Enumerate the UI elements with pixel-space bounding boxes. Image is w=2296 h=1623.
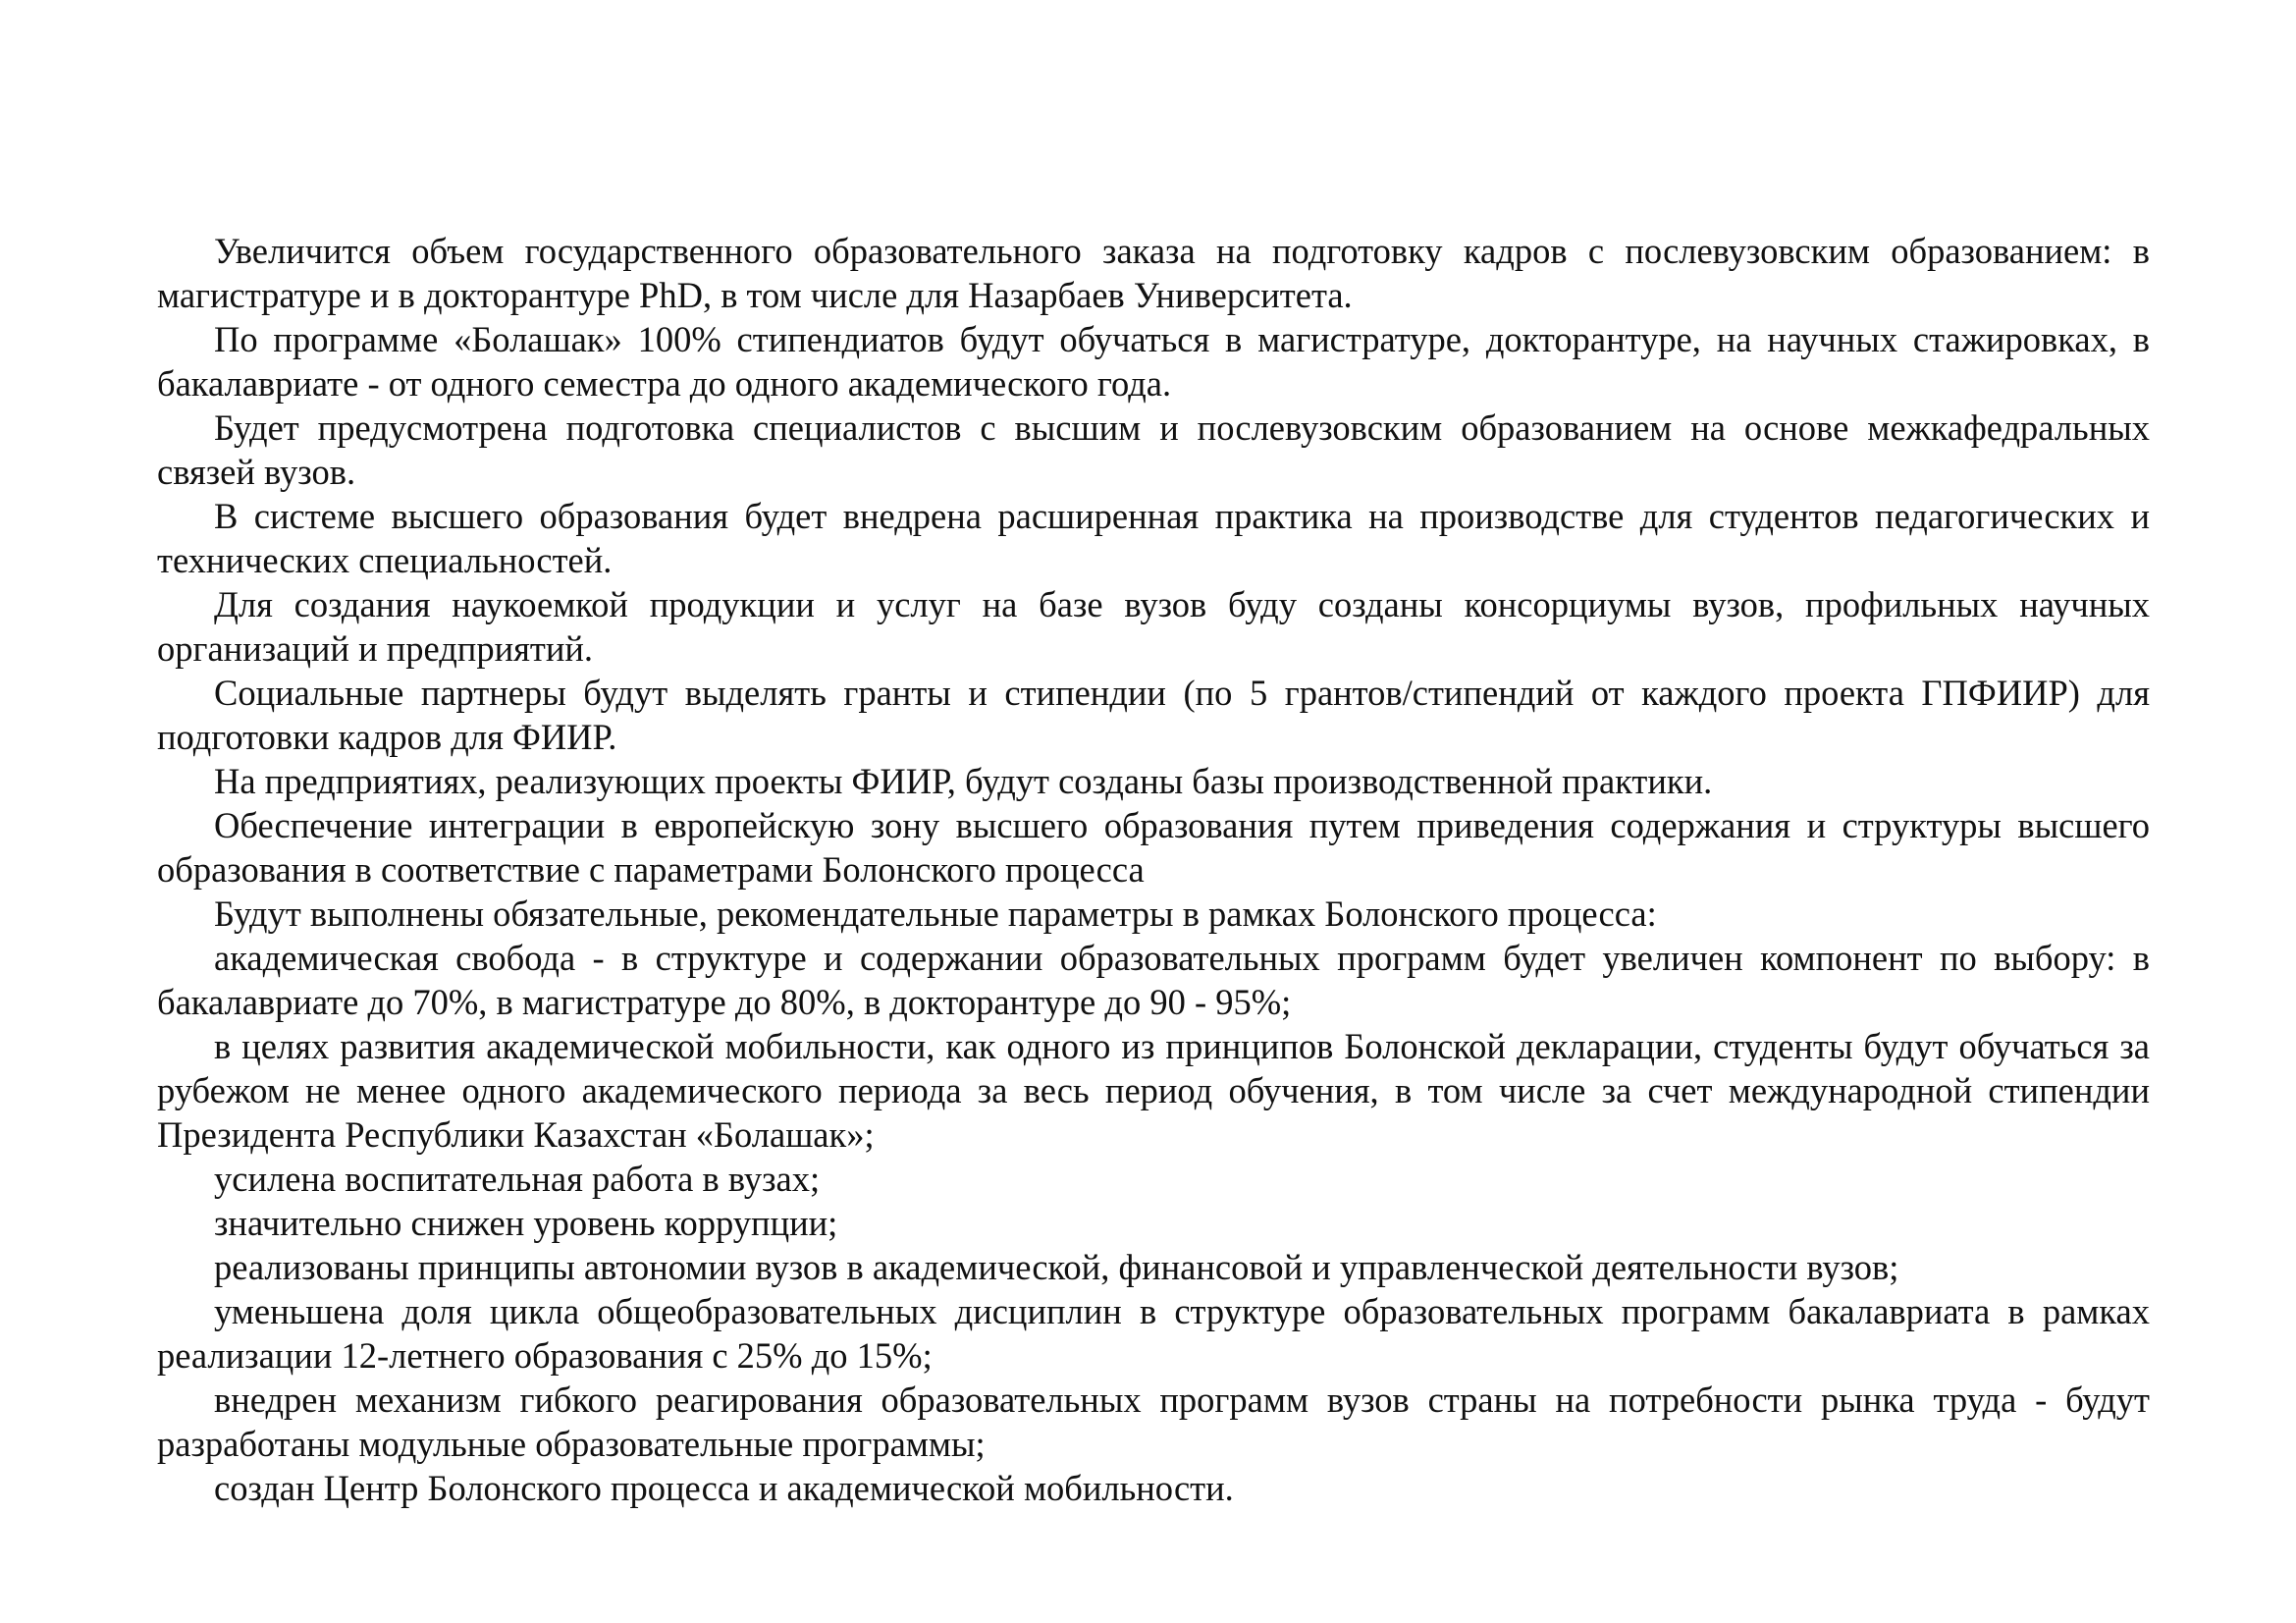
paragraph-2: По программе «Болашак» 100% стипендиатов будут обучаться в магистратуре, докторантуре, на научных стажировках, в бакалавриате - от одного семестра до одного академического года. <box>157 319 2150 404</box>
paragraph-5: Для создания наукоемкой продукции и услуг на базе вузов буду созданы консорциумы вузов, профильных научных организаций и предприятий. <box>157 584 2150 669</box>
paragraph-9: Будут выполнены обязательные, рекомендательные параметры в рамках Болонского процесса: <box>214 893 1657 934</box>
paragraph-15: уменьшена доля цикла общеобразовательных дисциплин в структуре образовательных программ бакалавриата в рамках реализации 12-летнего образования с 25% до 15%; <box>157 1291 2150 1376</box>
paragraph-4: В системе высшего образования будет внедрена расширенная практика на производстве для студентов педагогических и технических специальностей. <box>157 496 2150 580</box>
paragraph-3: Будет предусмотрена подготовка специалистов с высшим и послевузовским образованием на основе межкафедральных связей вузов. <box>157 407 2150 492</box>
paragraph-10: академическая свобода - в структуре и содержании образовательных программ будет увеличен компонент по выбору: в бакалавриате до 70%, в магистратуре до 80%, в докторантуре до 90 - 95%; <box>157 938 2150 1022</box>
paragraph-16: внедрен механизм гибкого реагирования образовательных программ вузов страны на потребности рынка труда - будут разработаны модульные образовательные программы; <box>157 1380 2150 1464</box>
paragraph-8: Обеспечение интеграции в европейскую зону высшего образования путем приведения содержания и структуры высшего образования в соответствие с параметрами Болонского процесса <box>157 805 2150 890</box>
paragraph-17: создан Центр Болонского процесса и академической мобильности. <box>214 1468 1234 1508</box>
paragraph-14: реализованы принципы автономии вузов в академической, финансовой и управленческой деятельности вузов; <box>214 1247 1899 1287</box>
paragraph-13: значительно снижен уровень коррупции; <box>214 1203 838 1243</box>
document-body <box>157 229 2150 1510</box>
paragraph-6: Социальные партнеры будут выделять гранты и стипендии (по 5 грантов/стипендий от каждого проекта ГПФИИР) для подготовки кадров для ФИИР. <box>157 673 2150 757</box>
paragraph-12: усилена воспитательная работа в вузах; <box>214 1159 821 1199</box>
paragraph-1: Увеличится объем государственного образовательного заказа на подготовку кадров с послевузовским образованием: в магистратуре и в докторантуре PhD, в том числе для Назарбаев Университета. <box>157 231 2150 315</box>
paragraph-7: На предприятиях, реализующих проекты ФИИР, будут созданы базы производственной практики. <box>214 761 1713 801</box>
paragraph-11: в целях развития академической мобильности, как одного из принципов Болонской декларации, студенты будут обучаться за рубежом не менее одного академического периода за весь период обучения, в том числе за счет международной стипендии Президента Республики Казахстан «Болашак»; <box>157 1026 2150 1155</box>
